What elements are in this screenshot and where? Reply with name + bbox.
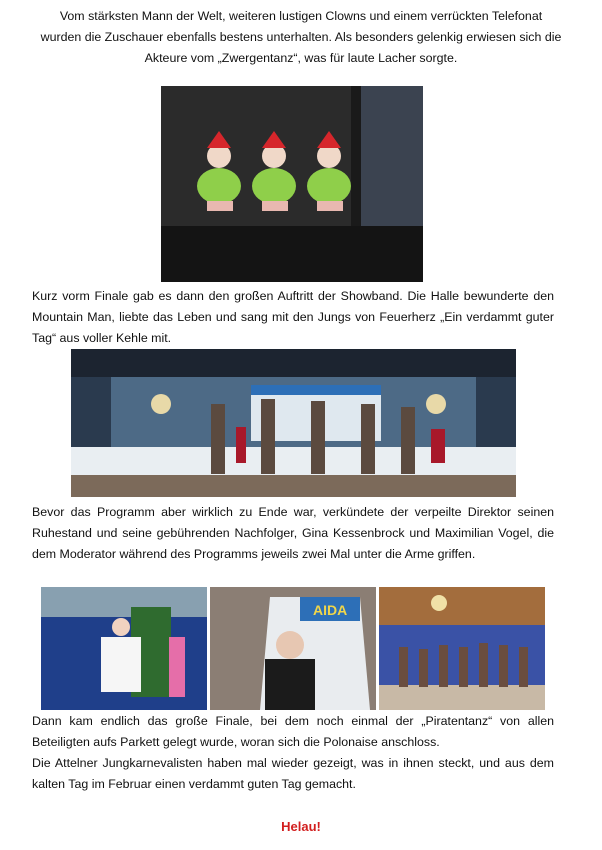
director-paragraph: Bevor das Programm aber wirklich zu Ende war, verkündete der verpeilte Direktor seinen Ruhestand und seine gebührenden Nachfolger, Gina Kessenbrock und Maximilian Vogel, die dem Moderator während des Programms jeweils zwei Mal unter die Arme griffen. [32, 505, 554, 561]
closing-helau: Helau! [281, 819, 321, 834]
aida-banner-text: AIDA [313, 602, 348, 618]
intro-paragraph: Vom stärksten Mann der Welt, weiteren lustigen Clowns und einem verrückten Telefonat wurden die Zuschauer ebenfalls bestens unterhalten. Als besonders gelenkig erwiesen sich die Akteure vom „Zwergentanz“, was für laute Lacher sorgte. [40, 9, 562, 65]
photo-finale-stage [379, 587, 545, 710]
showband-paragraph: Kurz vorm Finale gab es dann den großen Auftritt der Showband. Die Halle bewunderte den Mountain Man, liebte das Leben und sang mit den Jungs von Feuerherz „Ein verdammt guter Tag“ aus voller Kehle mit. [32, 289, 554, 345]
closing-paragraph: Die Attelner Jungkarnevalisten haben mal wieder gezeigt, was in ihnen steckt, und aus dem kalten Tag im Februar einen verdammt guten Tag gemacht. [32, 756, 554, 791]
photo-moderator-aida [210, 587, 376, 710]
photo-showband-stage [71, 349, 516, 497]
photo-dwarf-dance [161, 86, 423, 282]
finale-paragraph: Dann kam endlich das große Finale, bei dem noch einmal der „Piratentanz“ von allen Beteiligten aufs Parkett gelegt wurde, woran sich die Polonaise anschloss. [32, 714, 554, 749]
photo-snowman-costume [41, 587, 207, 710]
